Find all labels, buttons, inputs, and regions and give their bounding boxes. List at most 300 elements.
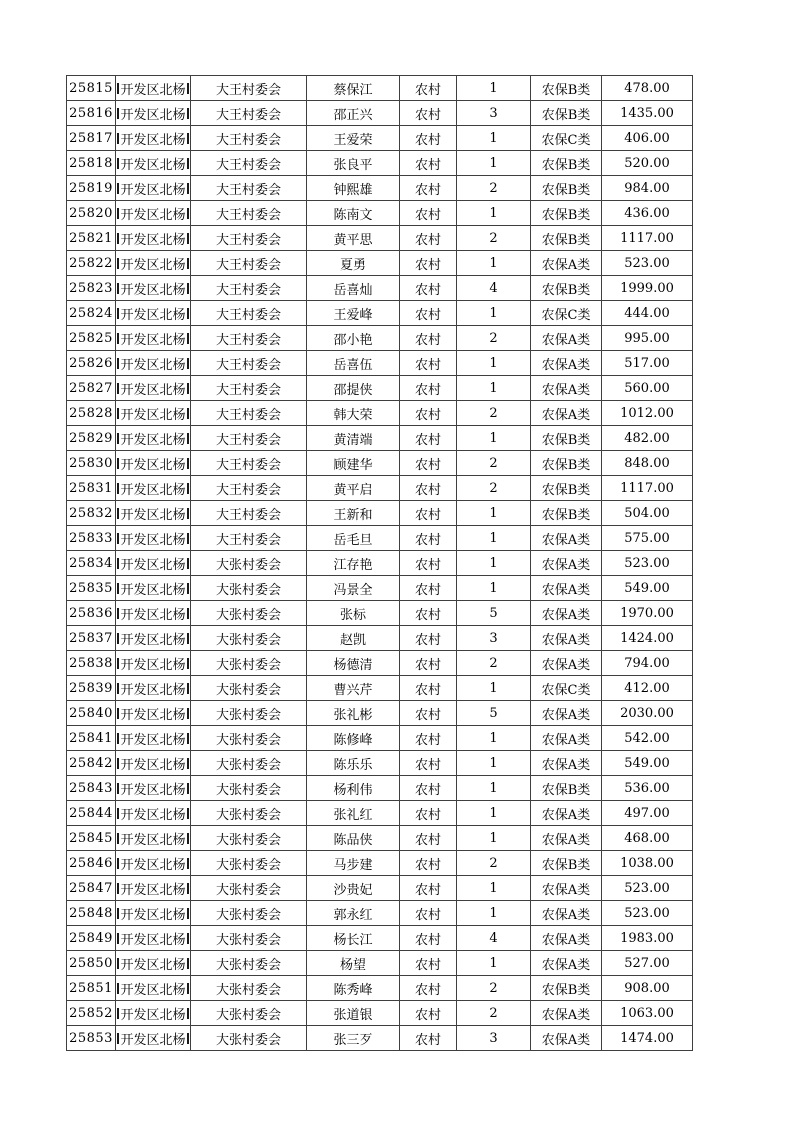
clipped-text-fragment [117, 758, 119, 769]
cell-residence: 农村 [400, 151, 457, 176]
cell-record-id: 25850 [67, 951, 116, 976]
table-row [67, 701, 693, 726]
clipped-text-fragment [117, 1033, 119, 1044]
clipped-text-fragment [117, 558, 119, 569]
cell-district: 开发区北杨 [116, 951, 191, 976]
cell-person-name: 张三歹 [307, 1026, 400, 1051]
cell-record-id: 25839 [67, 676, 116, 701]
cell-person-name: 杨德清 [307, 651, 400, 676]
cell-record-id: 25820 [67, 201, 116, 226]
cell-record-id: 25851 [67, 976, 116, 1001]
cell-person-name: 王新和 [307, 501, 400, 526]
table-row [67, 301, 693, 326]
table-row [67, 326, 693, 351]
cell-residence: 农村 [400, 701, 457, 726]
clipped-text-fragment [117, 158, 119, 169]
cell-category: 农保B类 [531, 276, 602, 301]
cell-record-id: 25847 [67, 876, 116, 901]
cell-category: 农保B类 [531, 151, 602, 176]
clipped-text-fragment [187, 533, 189, 544]
clipped-text-fragment [187, 858, 189, 869]
cell-district: 开发区北杨 [116, 251, 191, 276]
cell-count: 1 [457, 951, 531, 976]
cell-category: 农保A类 [531, 726, 602, 751]
cell-amount: 468.00 [602, 826, 693, 851]
cell-category: 农保C类 [531, 126, 602, 151]
clipped-text-fragment [187, 508, 189, 519]
cell-residence: 农村 [400, 576, 457, 601]
clipped-text-fragment [187, 333, 189, 344]
table-row [67, 926, 693, 951]
clipped-text-fragment [187, 733, 189, 744]
cell-person-name: 黄清端 [307, 426, 400, 451]
cell-district: 开发区北杨 [116, 176, 191, 201]
cell-amount: 908.00 [602, 976, 693, 1001]
cell-person-name: 陈南文 [307, 201, 400, 226]
cell-committee: 大王村委会 [191, 151, 307, 176]
cell-district: 开发区北杨 [116, 426, 191, 451]
cell-count: 1 [457, 76, 531, 101]
cell-person-name: 郭永红 [307, 901, 400, 926]
cell-amount: 549.00 [602, 576, 693, 601]
cell-amount: 1038.00 [602, 851, 693, 876]
clipped-text-fragment [187, 258, 189, 269]
table-row [67, 401, 693, 426]
cell-count: 1 [457, 251, 531, 276]
cell-count: 3 [457, 626, 531, 651]
cell-district: 开发区北杨 [116, 126, 191, 151]
cell-category: 农保A类 [531, 576, 602, 601]
table-row [67, 1001, 693, 1026]
cell-category: 农保A类 [531, 1026, 602, 1051]
cell-category: 农保A类 [531, 876, 602, 901]
cell-amount: 848.00 [602, 451, 693, 476]
clipped-text-fragment [187, 183, 189, 194]
cell-committee: 大王村委会 [191, 326, 307, 351]
table-row [67, 901, 693, 926]
cell-person-name: 马步建 [307, 851, 400, 876]
cell-person-name: 江存艳 [307, 551, 400, 576]
cell-person-name: 陈秀峰 [307, 976, 400, 1001]
cell-amount: 542.00 [602, 726, 693, 751]
cell-record-id: 25852 [67, 1001, 116, 1026]
cell-district: 开发区北杨 [116, 1026, 191, 1051]
cell-count: 1 [457, 801, 531, 826]
clipped-text-fragment [187, 808, 189, 819]
cell-count: 2 [457, 176, 531, 201]
cell-record-id: 25849 [67, 926, 116, 951]
cell-record-id: 25819 [67, 176, 116, 201]
cell-residence: 农村 [400, 301, 457, 326]
cell-amount: 1999.00 [602, 276, 693, 301]
cell-committee: 大张村委会 [191, 1001, 307, 1026]
cell-committee: 大张村委会 [191, 576, 307, 601]
cell-category: 农保A类 [531, 901, 602, 926]
cell-category: 农保B类 [531, 426, 602, 451]
cell-residence: 农村 [400, 176, 457, 201]
table-row [67, 426, 693, 451]
table-row [67, 726, 693, 751]
table-row [67, 101, 693, 126]
clipped-text-fragment [117, 183, 119, 194]
cell-record-id: 25846 [67, 851, 116, 876]
cell-amount: 406.00 [602, 126, 693, 151]
clipped-text-fragment [117, 108, 119, 119]
clipped-text-fragment [117, 608, 119, 619]
cell-record-id: 25816 [67, 101, 116, 126]
cell-record-id: 25828 [67, 401, 116, 426]
clipped-text-fragment [117, 233, 119, 244]
cell-amount: 984.00 [602, 176, 693, 201]
cell-amount: 444.00 [602, 301, 693, 326]
cell-category: 农保A类 [531, 326, 602, 351]
cell-district: 开发区北杨 [116, 876, 191, 901]
cell-amount: 1983.00 [602, 926, 693, 951]
cell-record-id: 25833 [67, 526, 116, 551]
cell-residence: 农村 [400, 326, 457, 351]
cell-residence: 农村 [400, 1026, 457, 1051]
cell-residence: 农村 [400, 526, 457, 551]
cell-record-id: 25832 [67, 501, 116, 526]
clipped-text-fragment [187, 883, 189, 894]
table-row [67, 751, 693, 776]
cell-person-name: 杨利伟 [307, 776, 400, 801]
cell-category: 农保B类 [531, 501, 602, 526]
cell-district: 开发区北杨 [116, 926, 191, 951]
cell-residence: 农村 [400, 76, 457, 101]
cell-district: 开发区北杨 [116, 601, 191, 626]
cell-count: 1 [457, 201, 531, 226]
clipped-text-fragment [117, 783, 119, 794]
cell-count: 1 [457, 151, 531, 176]
clipped-text-fragment [187, 658, 189, 669]
cell-district: 开发区北杨 [116, 326, 191, 351]
clipped-text-fragment [117, 683, 119, 694]
cell-count: 1 [457, 301, 531, 326]
cell-count: 2 [457, 651, 531, 676]
cell-amount: 523.00 [602, 901, 693, 926]
cell-committee: 大王村委会 [191, 76, 307, 101]
cell-amount: 412.00 [602, 676, 693, 701]
cell-district: 开发区北杨 [116, 476, 191, 501]
table-row [67, 601, 693, 626]
cell-record-id: 25835 [67, 576, 116, 601]
cell-person-name: 岳毛旦 [307, 526, 400, 551]
cell-category: 农保B类 [531, 176, 602, 201]
cell-count: 1 [457, 576, 531, 601]
cell-category: 农保A类 [531, 551, 602, 576]
cell-residence: 农村 [400, 901, 457, 926]
cell-residence: 农村 [400, 751, 457, 776]
cell-committee: 大张村委会 [191, 701, 307, 726]
cell-committee: 大张村委会 [191, 726, 307, 751]
cell-committee: 大王村委会 [191, 126, 307, 151]
cell-residence: 农村 [400, 226, 457, 251]
table-row [67, 651, 693, 676]
cell-person-name: 黄平启 [307, 476, 400, 501]
cell-district: 开发区北杨 [116, 526, 191, 551]
cell-residence: 农村 [400, 801, 457, 826]
cell-residence: 农村 [400, 876, 457, 901]
cell-count: 1 [457, 351, 531, 376]
cell-person-name: 张礼红 [307, 801, 400, 826]
cell-category: 农保B类 [531, 101, 602, 126]
cell-count: 1 [457, 726, 531, 751]
cell-count: 2 [457, 476, 531, 501]
cell-category: 农保A类 [531, 951, 602, 976]
cell-district: 开发区北杨 [116, 776, 191, 801]
clipped-text-fragment [117, 308, 119, 319]
cell-committee: 大张村委会 [191, 601, 307, 626]
cell-record-id: 25830 [67, 451, 116, 476]
table-row [67, 676, 693, 701]
cell-person-name: 冯景全 [307, 576, 400, 601]
cell-category: 农保A类 [531, 626, 602, 651]
cell-district: 开发区北杨 [116, 551, 191, 576]
cell-residence: 农村 [400, 726, 457, 751]
cell-record-id: 25841 [67, 726, 116, 751]
clipped-text-fragment [187, 458, 189, 469]
cell-district: 开发区北杨 [116, 901, 191, 926]
cell-district: 开发区北杨 [116, 351, 191, 376]
clipped-text-fragment [187, 133, 189, 144]
cell-person-name: 曹兴芹 [307, 676, 400, 701]
cell-committee: 大王村委会 [191, 276, 307, 301]
cell-count: 2 [457, 326, 531, 351]
cell-count: 1 [457, 426, 531, 451]
cell-residence: 农村 [400, 351, 457, 376]
cell-district: 开发区北杨 [116, 801, 191, 826]
clipped-text-fragment [187, 708, 189, 719]
cell-residence: 农村 [400, 851, 457, 876]
cell-residence: 农村 [400, 476, 457, 501]
cell-record-id: 25826 [67, 351, 116, 376]
table-row [67, 851, 693, 876]
clipped-text-fragment [187, 108, 189, 119]
clipped-text-fragment [117, 658, 119, 669]
cell-amount: 523.00 [602, 251, 693, 276]
table-row [67, 451, 693, 476]
cell-record-id: 25817 [67, 126, 116, 151]
table-row [67, 126, 693, 151]
cell-category: 农保C类 [531, 301, 602, 326]
cell-record-id: 25840 [67, 701, 116, 726]
cell-person-name: 邵正兴 [307, 101, 400, 126]
cell-count: 3 [457, 1026, 531, 1051]
cell-district: 开发区北杨 [116, 76, 191, 101]
cell-person-name: 张标 [307, 601, 400, 626]
cell-amount: 1117.00 [602, 476, 693, 501]
clipped-text-fragment [187, 758, 189, 769]
clipped-text-fragment [117, 633, 119, 644]
cell-person-name: 钟熙雄 [307, 176, 400, 201]
cell-committee: 大王村委会 [191, 251, 307, 276]
table-row [67, 351, 693, 376]
cell-category: 农保A类 [531, 251, 602, 276]
cell-category: 农保C类 [531, 676, 602, 701]
clipped-text-fragment [187, 83, 189, 94]
cell-amount: 523.00 [602, 551, 693, 576]
cell-amount: 497.00 [602, 801, 693, 826]
cell-category: 农保A类 [531, 701, 602, 726]
cell-residence: 农村 [400, 1001, 457, 1026]
cell-category: 农保B类 [531, 851, 602, 876]
cell-amount: 1474.00 [602, 1026, 693, 1051]
cell-amount: 549.00 [602, 751, 693, 776]
clipped-text-fragment [117, 908, 119, 919]
cell-amount: 527.00 [602, 951, 693, 976]
cell-residence: 农村 [400, 251, 457, 276]
clipped-text-fragment [187, 833, 189, 844]
cell-category: 农保B类 [531, 476, 602, 501]
cell-committee: 大张村委会 [191, 976, 307, 1001]
clipped-text-fragment [117, 408, 119, 419]
cell-district: 开发区北杨 [116, 726, 191, 751]
clipped-text-fragment [187, 158, 189, 169]
cell-count: 1 [457, 876, 531, 901]
cell-committee: 大张村委会 [191, 1026, 307, 1051]
cell-committee: 大王村委会 [191, 376, 307, 401]
clipped-text-fragment [117, 258, 119, 269]
cell-district: 开发区北杨 [116, 651, 191, 676]
cell-district: 开发区北杨 [116, 451, 191, 476]
cell-count: 2 [457, 851, 531, 876]
cell-committee: 大张村委会 [191, 926, 307, 951]
table-row [67, 776, 693, 801]
clipped-text-fragment [117, 508, 119, 519]
cell-person-name: 陈修峰 [307, 726, 400, 751]
cell-residence: 农村 [400, 951, 457, 976]
cell-district: 开发区北杨 [116, 501, 191, 526]
pension-payment-table [66, 75, 693, 1051]
clipped-text-fragment [187, 233, 189, 244]
cell-amount: 794.00 [602, 651, 693, 676]
clipped-text-fragment [117, 458, 119, 469]
cell-amount: 1424.00 [602, 626, 693, 651]
cell-amount: 1063.00 [602, 1001, 693, 1026]
clipped-text-fragment [187, 283, 189, 294]
clipped-text-fragment [187, 558, 189, 569]
cell-category: 农保B类 [531, 976, 602, 1001]
cell-person-name: 岳喜灿 [307, 276, 400, 301]
cell-amount: 1012.00 [602, 401, 693, 426]
clipped-text-fragment [117, 208, 119, 219]
cell-record-id: 25831 [67, 476, 116, 501]
cell-person-name: 邵提侠 [307, 376, 400, 401]
clipped-text-fragment [117, 833, 119, 844]
cell-residence: 农村 [400, 101, 457, 126]
cell-count: 4 [457, 926, 531, 951]
cell-district: 开发区北杨 [116, 151, 191, 176]
table-row [67, 151, 693, 176]
cell-count: 5 [457, 701, 531, 726]
table-row [67, 376, 693, 401]
cell-committee: 大张村委会 [191, 651, 307, 676]
cell-category: 农保B类 [531, 776, 602, 801]
cell-person-name: 韩大荣 [307, 401, 400, 426]
cell-amount: 536.00 [602, 776, 693, 801]
cell-count: 1 [457, 526, 531, 551]
cell-count: 4 [457, 276, 531, 301]
cell-district: 开发区北杨 [116, 276, 191, 301]
table-row [67, 476, 693, 501]
cell-person-name: 黄平思 [307, 226, 400, 251]
clipped-text-fragment [117, 958, 119, 969]
cell-amount: 2030.00 [602, 701, 693, 726]
cell-record-id: 25845 [67, 826, 116, 851]
table-row [67, 626, 693, 651]
cell-count: 1 [457, 751, 531, 776]
cell-count: 2 [457, 976, 531, 1001]
cell-amount: 1970.00 [602, 601, 693, 626]
cell-committee: 大张村委会 [191, 626, 307, 651]
cell-residence: 农村 [400, 126, 457, 151]
table-row [67, 801, 693, 826]
cell-committee: 大王村委会 [191, 451, 307, 476]
cell-residence: 农村 [400, 926, 457, 951]
clipped-text-fragment [187, 983, 189, 994]
cell-residence: 农村 [400, 551, 457, 576]
cell-record-id: 25842 [67, 751, 116, 776]
clipped-text-fragment [187, 358, 189, 369]
clipped-text-fragment [117, 283, 119, 294]
table-row [67, 576, 693, 601]
cell-amount: 995.00 [602, 326, 693, 351]
clipped-text-fragment [117, 583, 119, 594]
clipped-text-fragment [117, 358, 119, 369]
cell-record-id: 25844 [67, 801, 116, 826]
cell-committee: 大王村委会 [191, 351, 307, 376]
cell-person-name: 顾建华 [307, 451, 400, 476]
cell-committee: 大张村委会 [191, 826, 307, 851]
cell-committee: 大王村委会 [191, 176, 307, 201]
clipped-text-fragment [187, 783, 189, 794]
cell-category: 农保B类 [531, 226, 602, 251]
table-row [67, 276, 693, 301]
clipped-text-fragment [117, 1008, 119, 1019]
cell-residence: 农村 [400, 276, 457, 301]
table-row [67, 976, 693, 1001]
cell-district: 开发区北杨 [116, 851, 191, 876]
cell-person-name: 张道银 [307, 1001, 400, 1026]
cell-committee: 大王村委会 [191, 476, 307, 501]
cell-amount: 436.00 [602, 201, 693, 226]
cell-category: 农保A类 [531, 401, 602, 426]
cell-count: 1 [457, 126, 531, 151]
cell-residence: 农村 [400, 976, 457, 1001]
clipped-text-fragment [187, 483, 189, 494]
cell-category: 农保A类 [531, 751, 602, 776]
cell-person-name: 王爱荣 [307, 126, 400, 151]
clipped-text-fragment [117, 933, 119, 944]
clipped-text-fragment [187, 958, 189, 969]
clipped-text-fragment [117, 333, 119, 344]
cell-residence: 农村 [400, 401, 457, 426]
cell-count: 2 [457, 451, 531, 476]
cell-committee: 大张村委会 [191, 676, 307, 701]
cell-category: 农保B类 [531, 451, 602, 476]
clipped-text-fragment [187, 383, 189, 394]
cell-person-name: 蔡保江 [307, 76, 400, 101]
table-row [67, 876, 693, 901]
cell-amount: 482.00 [602, 426, 693, 451]
cell-residence: 农村 [400, 451, 457, 476]
cell-count: 3 [457, 101, 531, 126]
clipped-text-fragment [187, 633, 189, 644]
cell-record-id: 25837 [67, 626, 116, 651]
table-row [67, 251, 693, 276]
cell-district: 开发区北杨 [116, 626, 191, 651]
